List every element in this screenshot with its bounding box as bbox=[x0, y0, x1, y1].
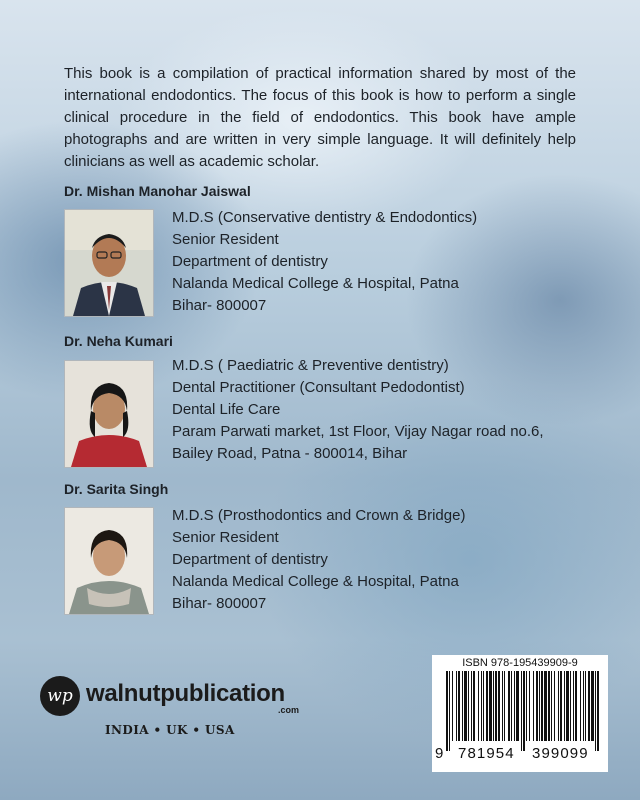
barcode-bar bbox=[573, 671, 574, 741]
barcode-bar bbox=[521, 671, 522, 751]
barcode-bar bbox=[446, 671, 448, 751]
barcode-bar bbox=[588, 671, 590, 741]
author-2-line: M.D.S ( Paediatric & Preventive dentistry) bbox=[172, 357, 449, 374]
barcode-bar bbox=[458, 671, 460, 741]
publisher-countries: INDIA • UK • USA bbox=[105, 723, 235, 737]
barcode-bar bbox=[539, 671, 540, 741]
author-details-2 bbox=[172, 355, 544, 465]
barcode-bar bbox=[575, 671, 577, 741]
barcode-bar bbox=[498, 671, 500, 741]
barcode-bar bbox=[536, 671, 538, 741]
isbn-barcode bbox=[432, 655, 608, 772]
barcode-bar bbox=[449, 671, 450, 751]
barcode-bar bbox=[533, 671, 534, 741]
author-1-line: Bihar- 800007 bbox=[172, 297, 267, 314]
author-3-line: Nalanda Medical College & Hospital, Patna bbox=[172, 573, 459, 590]
barcode-bar bbox=[464, 671, 467, 741]
barcode-bar bbox=[462, 671, 463, 741]
barcode-bar bbox=[473, 671, 475, 741]
barcode-bar bbox=[583, 671, 584, 741]
barcode-bar bbox=[478, 671, 479, 741]
publisher-logo-icon: wp bbox=[40, 676, 80, 716]
barcode-bar bbox=[529, 671, 530, 741]
author-2-line: Dental Practitioner (Consultant Pedodontist) bbox=[172, 379, 465, 396]
barcode-bar bbox=[471, 671, 472, 741]
barcode-bar bbox=[511, 671, 512, 741]
author-details-3 bbox=[172, 505, 465, 615]
author-name-2: Dr. Neha Kumari bbox=[64, 333, 173, 349]
barcode-bar bbox=[456, 671, 457, 741]
barcode-bar bbox=[585, 671, 586, 741]
author-1-line: Department of dentistry bbox=[172, 253, 328, 270]
barcode-bar bbox=[526, 671, 527, 741]
author-1-line: Nalanda Medical College & Hospital, Patna bbox=[172, 275, 459, 292]
author-3-line: Bihar- 800007 bbox=[172, 595, 267, 612]
barcode-bar bbox=[544, 671, 547, 741]
author-3-line: Department of dentistry bbox=[172, 551, 328, 568]
author-2-line: Bailey Road, Patna - 800014, Bihar bbox=[172, 445, 408, 462]
barcode-bar bbox=[595, 671, 596, 751]
author-1-line: Senior Resident bbox=[172, 231, 279, 248]
barcode-bar bbox=[495, 671, 497, 741]
isbn-label: ISBN 978-195439909-9 bbox=[462, 657, 578, 669]
barcode-bar bbox=[516, 671, 519, 741]
barcode-bar bbox=[548, 671, 550, 741]
author-3-line: M.D.S (Prosthodontics and Crown & Bridge) bbox=[172, 507, 466, 524]
barcode-bar bbox=[566, 671, 569, 741]
barcode-bar bbox=[468, 671, 469, 741]
publisher-name: walnutpublication bbox=[86, 680, 285, 707]
barcode-bar bbox=[580, 671, 581, 741]
author-photo-1 bbox=[64, 209, 154, 317]
barcode-bar bbox=[558, 671, 559, 741]
author-name-3: Dr. Sarita Singh bbox=[64, 481, 169, 497]
barcode-bar bbox=[452, 671, 453, 741]
author-2-line: Dental Life Care bbox=[172, 401, 281, 418]
barcode-bar bbox=[591, 671, 594, 741]
barcode-bar bbox=[523, 671, 525, 751]
barcode-bar bbox=[554, 671, 555, 741]
barcode-bar bbox=[597, 671, 599, 751]
publisher-domain-suffix: .com bbox=[278, 705, 300, 715]
barcode-bar bbox=[483, 671, 484, 741]
barcode-bar bbox=[564, 671, 565, 741]
isbn-first-digit: 9 bbox=[435, 745, 445, 762]
barcode-bar bbox=[560, 671, 562, 741]
author-photo-3 bbox=[64, 507, 154, 615]
book-description: This book is a compilation of practical information shared by most of the international endodontics. The focus of this book is how to perform a single clinical procedure in the field of endodontics. This book have ample photographs and are written in very simple language. It will definitely help clinicians as well as academic scholar. bbox=[64, 65, 576, 170]
barcode-bar bbox=[493, 671, 494, 741]
barcode-bar bbox=[502, 671, 503, 741]
author-name-1: Dr. Mishan Manohar Jaiswal bbox=[64, 183, 251, 199]
barcode-bar bbox=[486, 671, 488, 741]
author-photo-2 bbox=[64, 360, 154, 468]
barcode-bar bbox=[514, 671, 515, 741]
barcode-bar bbox=[570, 671, 571, 741]
author-2-line: Param Parwati market, 1st Floor, Vijay Nagar road no.6, bbox=[172, 423, 544, 440]
barcode-bar bbox=[481, 671, 482, 741]
author-3-line: Senior Resident bbox=[172, 529, 279, 546]
barcode-bar bbox=[489, 671, 492, 741]
author-details-1 bbox=[172, 207, 477, 317]
barcode-bar bbox=[551, 671, 552, 741]
isbn-digit-group-1: 781954 bbox=[458, 745, 515, 762]
barcode-bar bbox=[508, 671, 510, 741]
barcode-bars bbox=[446, 671, 602, 751]
barcode-bar bbox=[504, 671, 505, 741]
isbn-digit-group-2: 399099 bbox=[532, 745, 589, 762]
barcode-bar bbox=[541, 671, 543, 741]
author-1-line: M.D.S (Conservative dentistry & Endodontics) bbox=[172, 209, 478, 226]
